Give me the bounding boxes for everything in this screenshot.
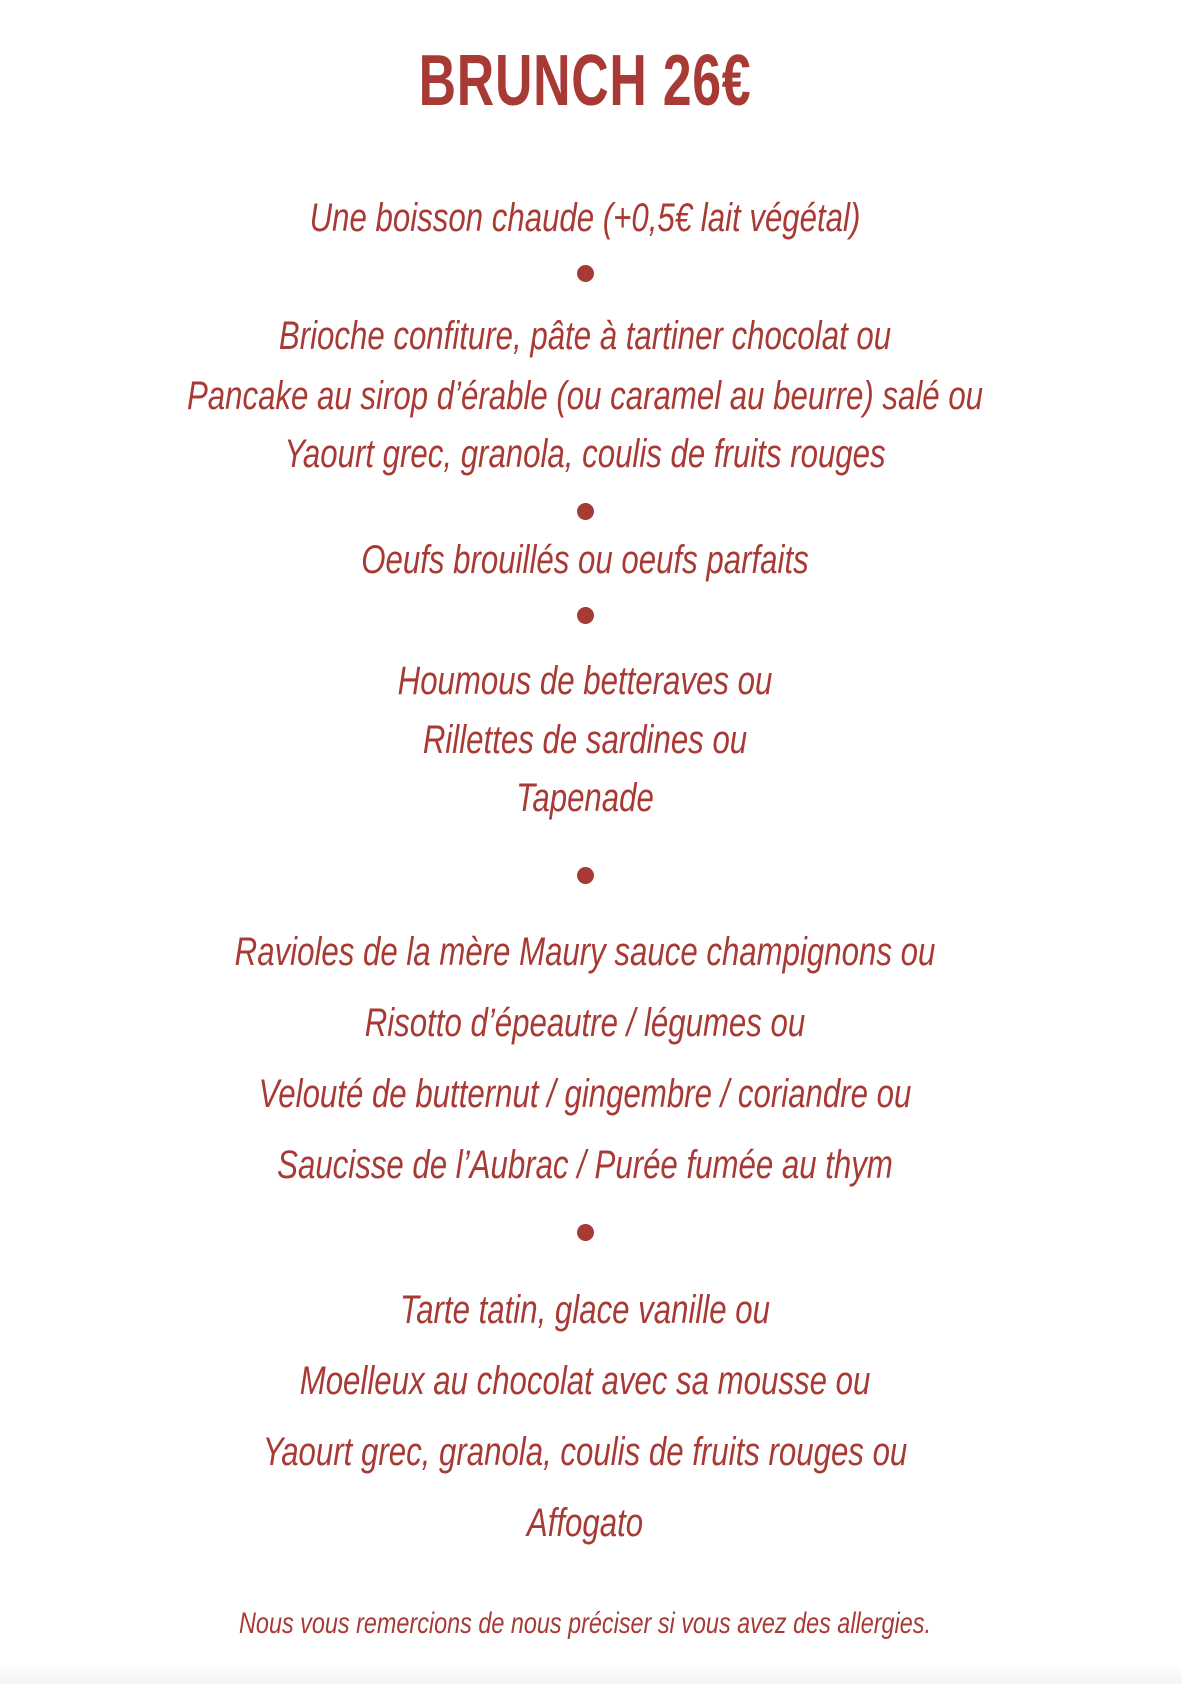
menu-line-houmous: Houmous de betteraves ou — [397, 659, 773, 703]
separator-dot — [577, 265, 594, 282]
separator-dot — [577, 607, 594, 624]
menu-line-brioche: Brioche confiture, pâte à tartiner chocolat ou — [278, 314, 892, 358]
separator-dot — [577, 1224, 594, 1241]
menu-line-tarte-tatin: Tarte tatin, glace vanille ou — [399, 1288, 771, 1332]
menu-line-risotto: Risotto d’épeautre / légumes ou — [364, 1001, 806, 1045]
menu-line-saucisse: Saucisse de l’Aubrac / Purée fumée au thym — [277, 1143, 893, 1187]
allergy-note: Nous vous remercions de nous préciser si vous avez des allergies. — [239, 1607, 931, 1640]
menu-line-oeufs: Oeufs brouillés ou oeufs parfaits — [361, 538, 809, 582]
separator-dot — [577, 867, 594, 884]
separator-dot — [577, 503, 594, 520]
menu-line-ravioles: Ravioles de la mère Maury sauce champignons ou — [234, 930, 936, 974]
menu-line-rillettes: Rillettes de sardines ou — [422, 718, 748, 762]
menu-line-yaourt: Yaourt grec, granola, coulis de fruits rouges — [284, 432, 886, 476]
menu-line-pancake: Pancake au sirop d’érable (ou caramel au beurre) salé ou — [186, 374, 984, 418]
menu-line-affogato: Affogato — [526, 1501, 644, 1545]
menu-line-tapenade: Tapenade — [516, 776, 654, 820]
menu-line-veloute: Velouté de butternut / gingembre / coriandre ou — [258, 1072, 912, 1116]
menu-title: BRUNCH 26€ — [418, 41, 752, 121]
menu-line-yaourt-dessert: Yaourt grec, granola, coulis de fruits rouges ou — [262, 1430, 908, 1474]
bottom-edge-shade — [0, 1664, 1182, 1684]
menu-line-hot-drink: Une boisson chaude (+0,5€ lait végétal) — [309, 196, 861, 240]
menu-line-moelleux: Moelleux au chocolat avec sa mousse ou — [299, 1359, 871, 1403]
